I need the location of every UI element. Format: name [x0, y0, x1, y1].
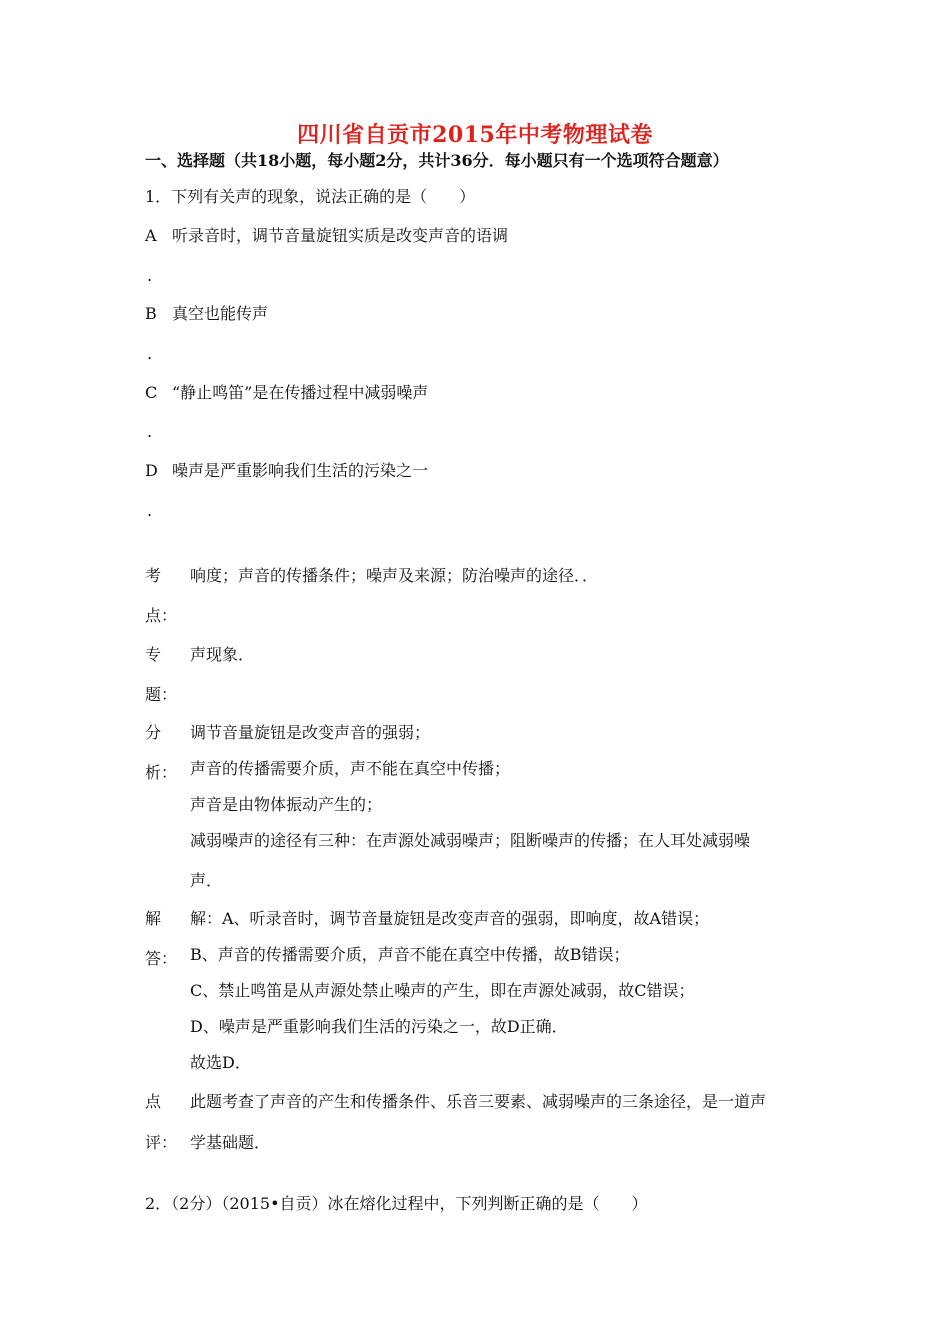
- option-b-dot: .: [147, 344, 153, 363]
- document-title: 四川省自贡市2015年中考物理试卷: [297, 122, 653, 148]
- dianping-label-1: 点: [145, 1092, 162, 1111]
- jieda-line: 解：A、听录音时，调节音量旋钮是改变声音的强弱，即响度，故A错误；: [190, 909, 710, 928]
- section-heading: 一、选择题（共18小题，每小题2分，共计36分．每小题只有一个选项符合题意）: [145, 151, 729, 170]
- zhuanti-text: 声现象．: [190, 645, 255, 664]
- option-c-dot: .: [147, 422, 153, 441]
- jieda-line: 故选D．: [190, 1053, 251, 1072]
- question-2-stem: 2．（2分）（2015•自贡）冰在熔化过程中，下列判断正确的是（ ）: [145, 1194, 648, 1213]
- fenxi-line: 声．: [190, 871, 223, 890]
- fenxi-line: 调节音量旋钮是改变声音的强弱；: [190, 723, 431, 742]
- kaodian-text: 响度；声音的传播条件；噪声及来源；防治噪声的途径．．: [190, 566, 599, 585]
- fenxi-label-2: 析：: [145, 763, 178, 782]
- option-a-letter: A: [145, 226, 157, 245]
- kaodian-label-1: 考: [145, 566, 162, 585]
- jieda-label-1: 解: [145, 909, 162, 928]
- fenxi-line: 减弱噪声的途径有三种：在声源处减弱噪声；阻断噪声的传播；在人耳处减弱噪: [190, 831, 751, 850]
- option-c-letter: C: [145, 383, 158, 402]
- zhuanti-label-2: 题：: [145, 685, 178, 704]
- dianping-line: 学基础题．: [190, 1133, 271, 1152]
- jieda-line: D、噪声是严重影响我们生活的污染之一，故D正确．: [190, 1017, 568, 1036]
- option-a-text: 听录音时，调节音量旋钮实质是改变声音的语调: [172, 226, 509, 245]
- zhuanti-label-1: 专: [145, 645, 162, 664]
- question-1-stem: 1．下列有关声的现象，说法正确的是（ ）: [145, 187, 476, 206]
- option-c-text: “静止鸣笛”是在传播过程中减弱噪声: [172, 383, 429, 402]
- dianping-line: 此题考查了声音的产生和传播条件、乐音三要素、减弱噪声的三条途径，是一道声: [190, 1092, 767, 1111]
- option-d-text: 噪声是严重影响我们生活的污染之一: [172, 461, 429, 480]
- fenxi-label-1: 分: [145, 723, 162, 742]
- dianping-label-2: 评：: [145, 1133, 178, 1152]
- jieda-line: C、禁止鸣笛是从声源处禁止噪声的产生，即在声源处减弱，故C错误；: [190, 981, 695, 1000]
- option-d-dot: .: [147, 501, 153, 520]
- jieda-line: B、声音的传播需要介质，声音不能在真空中传播，故B错误；: [190, 945, 630, 964]
- option-d-letter: D: [145, 461, 158, 480]
- kaodian-label-2: 点：: [145, 606, 178, 625]
- option-b-letter: B: [145, 304, 157, 323]
- fenxi-line: 声音的传播需要介质，声不能在真空中传播；: [190, 759, 511, 778]
- fenxi-line: 声音是由物体振动产生的；: [190, 795, 383, 814]
- jieda-label-2: 答：: [145, 949, 178, 968]
- option-b-text: 真空也能传声: [172, 304, 269, 323]
- option-a-dot: .: [147, 266, 153, 285]
